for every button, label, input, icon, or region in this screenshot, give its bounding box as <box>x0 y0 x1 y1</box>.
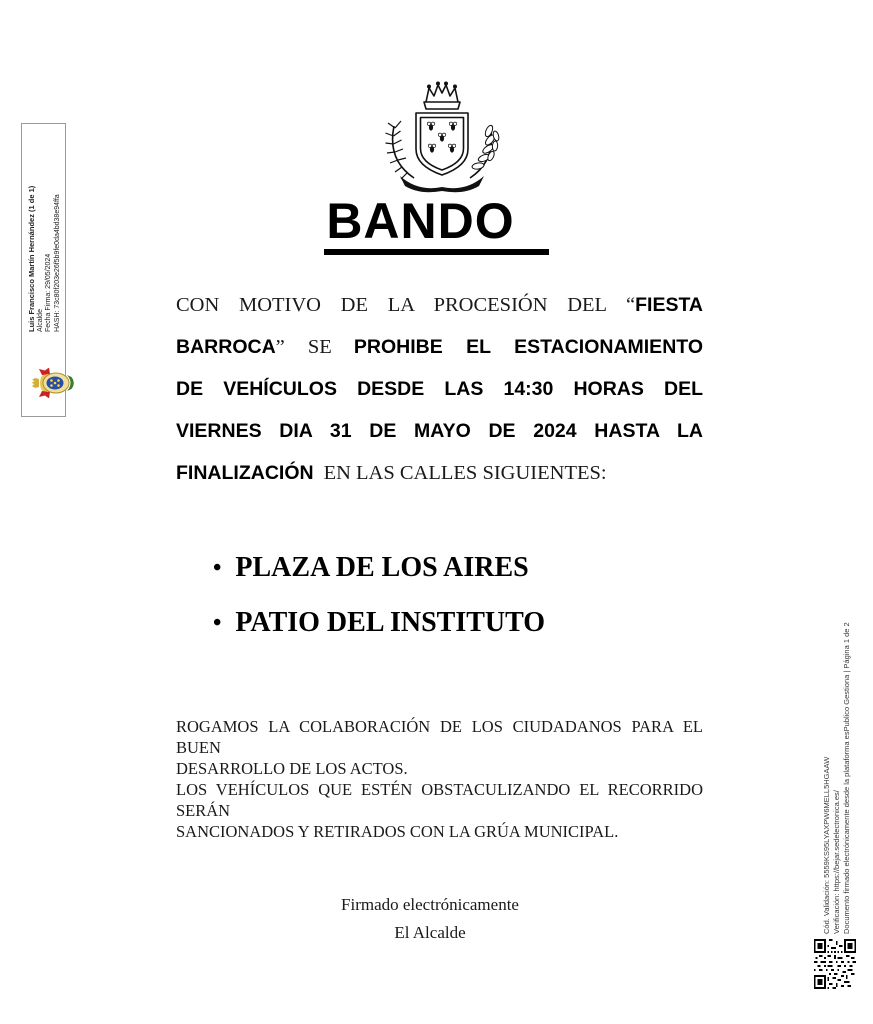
notes-line: ROGAMOS LA COLABORACIÓN DE LOS CIUDADANOS PARA EL BUEN <box>176 717 703 757</box>
street-name: PATIO DEL INSTITUTO <box>235 607 546 638</box>
body-text-bold: BARROCA <box>176 336 276 358</box>
qr-code-icon <box>814 939 856 989</box>
body-line <box>176 284 703 326</box>
signature-hash: HASH: 73c80f203e26f5b9fe0da4bd38e94ffa <box>53 194 61 332</box>
coat-of-arms-icon <box>372 80 512 198</box>
verification-url: Verificación: https://bejar.sedelectronica.es/ <box>832 790 841 934</box>
notes-line: DESARROLLO DE LOS ACTOS. <box>176 759 408 778</box>
body-text: ” SE <box>275 336 332 358</box>
page-title <box>0 193 873 255</box>
validation-code: Cód. Validación: 5559KS95LYAXPW6MELL5HGAAW <box>822 756 831 934</box>
street-name: PLAZA DE LOS AIRES <box>235 552 529 583</box>
street-item <box>213 604 545 642</box>
body-line <box>176 368 703 410</box>
body-text-bold: FINALIZACIÓN <box>176 462 314 484</box>
body-text-bold: PROHIBE EL ESTACIONAMIENTO <box>353 336 703 358</box>
right-validation-stamp <box>822 600 852 934</box>
notes-line: LOS VEHÍCULOS QUE ESTÉN OBSTACULIZANDO EL RECORRIDO SERÁN <box>176 780 703 820</box>
body-text-bold: DE VEHÍCULOS DESDE LAS 14:30 HORAS DEL <box>176 378 703 400</box>
body-text-bold: FIESTA <box>635 294 703 316</box>
signature-line-mayor: El Alcalde <box>394 923 466 942</box>
platform-note: Documento firmado electrónicamente desde la plataforma esPublico Gestiona | Página 1 de 2 <box>842 622 851 934</box>
body-line <box>176 452 703 494</box>
page-title-text: BANDO <box>324 196 548 255</box>
notes-paragraph <box>176 716 703 842</box>
signature-line-electronic: Firmado electrónicamente <box>341 895 519 914</box>
bullet-icon: • <box>213 610 222 636</box>
body-line <box>176 326 703 368</box>
body-line <box>176 410 703 452</box>
notes-line: SANCIONADOS Y RETIRADOS CON LA GRÚA MUNICIPAL. <box>176 822 619 841</box>
mini-coat-of-arms-icon <box>31 360 61 406</box>
body-text: EN LAS CALLES SIGUIENTES: <box>323 462 607 484</box>
signer-name: Luis Francisco Martín Hernández (1 de 1) <box>27 185 36 332</box>
street-item <box>213 549 545 587</box>
body-text-bold: VIERNES DIA 31 DE MAYO DE 2024 HASTA LA <box>176 420 703 442</box>
signature-date: Fecha Firma: 29/05/2024 <box>45 253 52 332</box>
left-signature-text <box>28 132 62 332</box>
signer-role: Alcalde <box>36 309 44 332</box>
bullet-icon: • <box>213 555 222 581</box>
body-text: CON MOTIVO DE LA PROCESIÓN DEL “ <box>176 294 636 316</box>
main-paragraph <box>176 284 703 494</box>
street-list <box>213 549 545 659</box>
